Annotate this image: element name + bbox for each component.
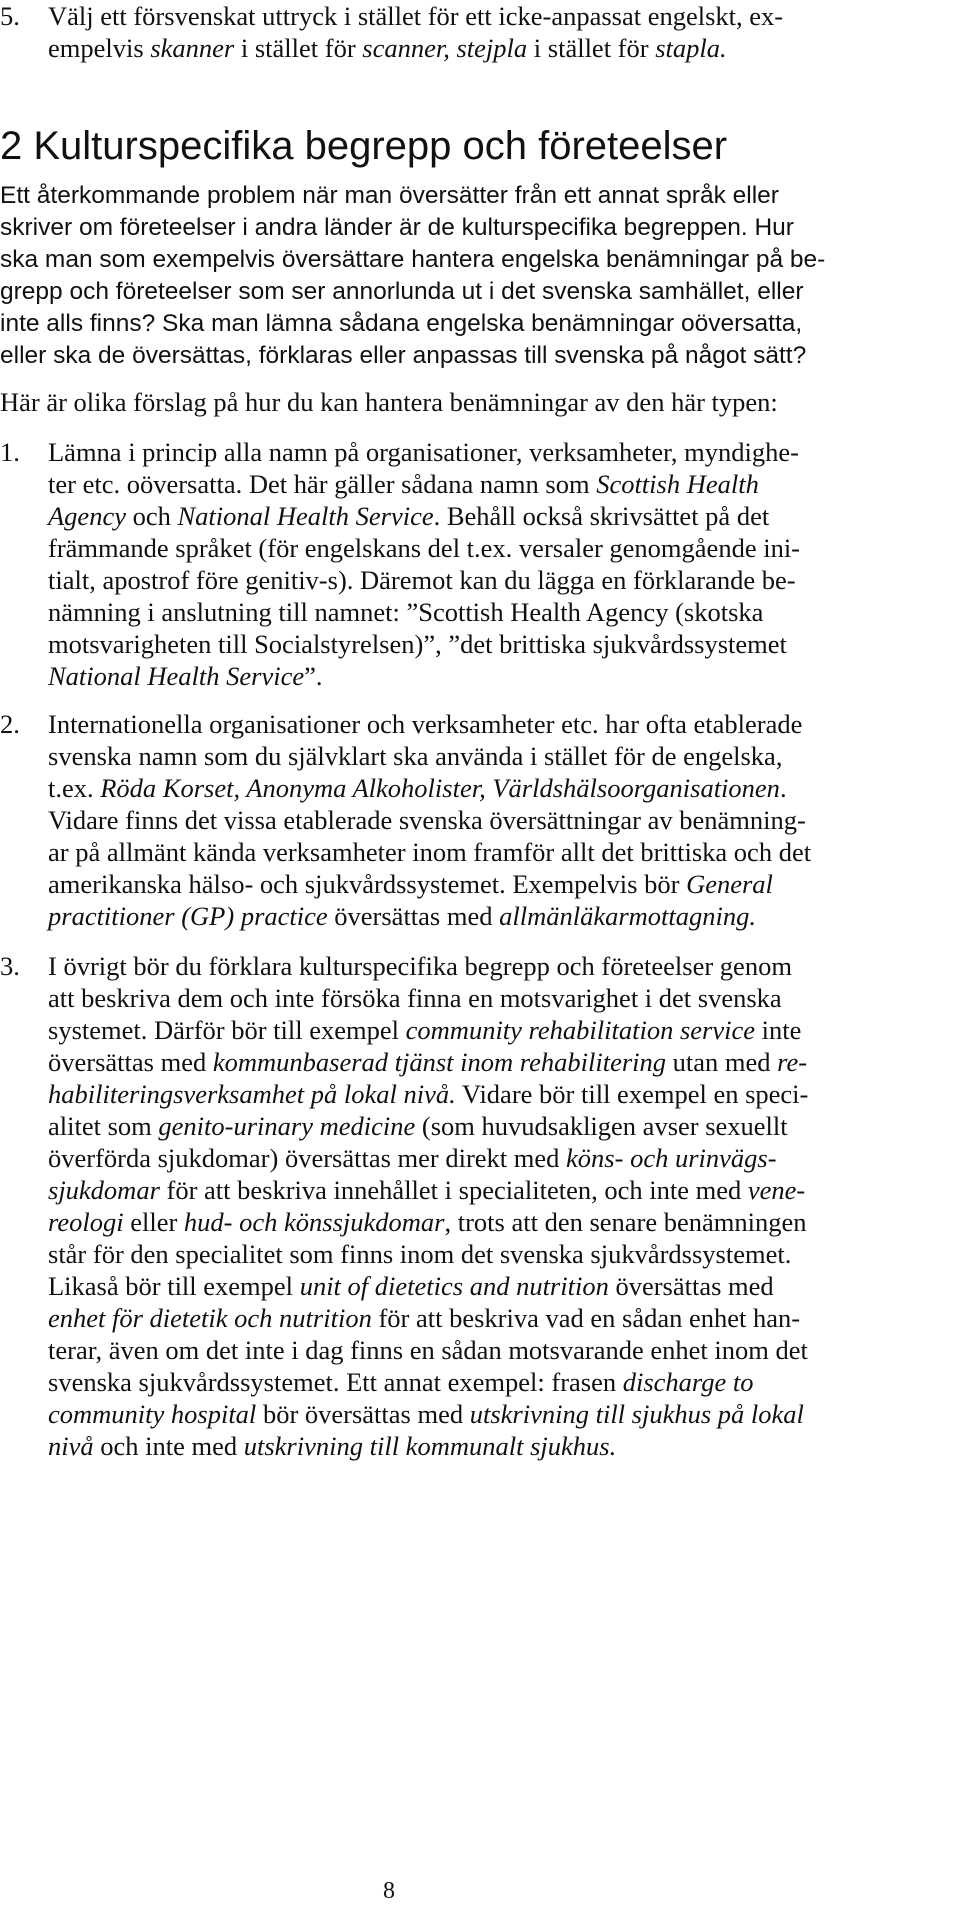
italic-text: Scottish Health <box>596 469 759 499</box>
text-line: motsvarigheten till Socialstyrelsen)”, ”det brittiska sjukvårdssystemet <box>48 629 787 659</box>
text-run: inte <box>754 1015 802 1045</box>
text-line <box>48 500 769 532</box>
text-run: utan med <box>666 1047 778 1077</box>
italic-text: National Health Service <box>48 661 305 691</box>
text-line <box>48 1430 616 1462</box>
italic-text: allmänläkarmottagning. <box>499 901 757 931</box>
text-line: främmande språket (för engelskans del t.ex. versaler genomgående ini- <box>48 533 801 563</box>
text-line <box>48 468 759 500</box>
text-run: för att beskriva vad en sådan enhet han- <box>371 1303 801 1333</box>
text-line: nämning i anslutning till namnet: ”Scottish Health Agency (skotska <box>48 597 764 627</box>
text-line: att beskriva dem och inte försöka finna en motsvarighet i det svenska <box>48 983 782 1013</box>
italic-text: National Health Service <box>177 501 434 531</box>
list-number: 2. <box>0 709 20 739</box>
text-run: , trots att den senare benämningen <box>444 1207 807 1237</box>
italic-text: köns- och urinvägs- <box>566 1143 777 1173</box>
text-line <box>48 1046 807 1078</box>
text-run: översättas med <box>608 1271 774 1301</box>
text-line: tialt, apostrof före genitiv-s). Däremot kan du lägga en förklarande be- <box>48 565 796 595</box>
text-line: Lämna i princip alla namn på organisationer, verksamheter, myndighe- <box>48 437 799 467</box>
text-line <box>48 1142 777 1174</box>
text-run: överförda sjukdomar) översättas mer direkt med <box>48 1143 567 1173</box>
text-line <box>48 1206 807 1238</box>
text-run: t.ex. <box>48 773 101 803</box>
text-line <box>48 1398 804 1430</box>
italic-text: community hospital <box>48 1399 257 1429</box>
italic-text: kommunbaserad tjänst inom rehabilitering <box>212 1047 667 1077</box>
text-line <box>48 772 787 804</box>
text-run: Vidare bör till exempel en speci- <box>455 1079 809 1109</box>
italic-text: discharge to <box>622 1367 754 1397</box>
page-number: 8 <box>383 1878 395 1904</box>
italic-text: Röda Korset, Anonyma Alkoholister, Världshälsoorganisationen <box>100 773 780 803</box>
italic-text: enhet för dietetik och nutrition <box>48 1303 372 1333</box>
text-run: i stället för <box>527 33 656 63</box>
text-line: grepp och företeelser som ser annorlunda ut i det svenska samhället, eller <box>0 278 804 305</box>
italic-text: genito-urinary medicine <box>158 1111 416 1141</box>
text-run: ”. <box>304 661 323 691</box>
text-line: står för den specialitet som finns inom det svenska sjukvårdssystemet. <box>48 1239 792 1269</box>
text-run: alitet som <box>48 1111 159 1141</box>
text-run: i stället för <box>234 33 363 63</box>
italic-text: scanner, stejpla <box>362 33 528 63</box>
italic-text: General <box>686 869 773 899</box>
italic-text: nivå <box>48 1431 94 1461</box>
text-line <box>48 868 773 900</box>
text-run: bör översättas med <box>256 1399 470 1429</box>
italic-text: practitioner (GP) practice <box>48 901 328 931</box>
text-line: Välj ett försvenskat uttryck i stället för ett icke-anpassat engelskt, ex- <box>48 1 784 31</box>
text-run: och inte med <box>93 1431 244 1461</box>
text-line: ar på allmänt kända verksamheter inom framför allt det brittiska och det <box>48 837 812 867</box>
text-run: översättas med <box>48 1047 213 1077</box>
text-line: inte alls finns? Ska man lämna sådana engelska benämningar oöversatta, <box>0 310 803 337</box>
italic-text: sjukdomar <box>48 1175 160 1205</box>
text-line <box>48 1270 774 1302</box>
list-number: 5. <box>0 1 20 31</box>
italic-text: Agency <box>48 501 126 531</box>
italic-text: reologi <box>48 1207 124 1237</box>
text-line: eller ska de översättas, förklaras eller anpassas till svenska på något sätt? <box>0 342 807 369</box>
text-run: empelvis <box>48 33 151 63</box>
text-line: Ett återkommande problem när man översätter från ett annat språk eller <box>0 182 779 209</box>
text-line: Vidare finns det vissa etablerade svenska översättningar av benämning- <box>48 805 806 835</box>
text-run: Likaså bör till exempel <box>48 1271 300 1301</box>
text-line: svenska namn som du självklart ska använda i stället för de engelska, <box>48 741 783 771</box>
text-run: översättas med <box>327 901 500 931</box>
text-line <box>48 32 727 64</box>
text-line <box>48 1366 754 1398</box>
section-heading: 2 Kulturspecifika begrepp och företeelser <box>0 124 728 168</box>
text-run: och <box>125 501 178 531</box>
text-line <box>48 1174 805 1206</box>
italic-text: utskrivning till sjukhus på lokal <box>469 1399 804 1429</box>
text-run: ter etc. oöversatta. Det här gäller sådana namn som <box>48 469 597 499</box>
text-run: för att beskriva innehållet i specialiteten, och inte med <box>159 1175 748 1205</box>
italic-text: habiliteringsverksamhet på lokal nivå. <box>48 1079 456 1109</box>
text-run: . Behåll också skrivsättet på det <box>433 501 770 531</box>
text-line: I övrigt bör du förklara kulturspecifika begrepp och företeelser genom <box>48 951 792 981</box>
italic-text: re- <box>777 1047 808 1077</box>
text-line <box>48 900 756 932</box>
text-run: systemet. Därför bör till exempel <box>48 1015 406 1045</box>
italic-text: skanner <box>150 33 235 63</box>
text-run: eller <box>123 1207 184 1237</box>
italic-text: community rehabilitation service <box>405 1015 755 1045</box>
text-run: (som huvudsakligen avser sexuellt <box>415 1111 788 1141</box>
text-line <box>48 1014 801 1046</box>
italic-text: utskrivning till kommunalt sjukhus. <box>243 1431 617 1461</box>
italic-text: stapla. <box>655 33 727 63</box>
text-line <box>48 1110 788 1142</box>
list-number: 3. <box>0 951 20 981</box>
list-number: 1. <box>0 437 20 467</box>
lead-text: Här är olika förslag på hur du kan hantera benämningar av den här typen: <box>0 387 778 417</box>
text-line: skriver om företeelser i andra länder är de kulturspecifika begreppen. Hur <box>0 214 794 241</box>
italic-text: vene- <box>747 1175 806 1205</box>
text-line: Internationella organisationer och verksamheter etc. har ofta etablerade <box>48 709 803 739</box>
italic-text: unit of dietetics and nutrition <box>299 1271 609 1301</box>
text-run: svenska sjukvårdssystemet. Ett annat exempel: frasen <box>48 1367 623 1397</box>
text-line <box>48 1078 808 1110</box>
text-run: . <box>779 773 787 803</box>
italic-text: hud- och könssjukdomar <box>183 1207 445 1237</box>
text-line <box>48 660 323 692</box>
text-line: terar, även om det inte i dag finns en sådan motsvarande enhet inom det <box>48 1335 808 1365</box>
text-line: ska man som exempelvis översättare hantera engelska benämningar på be- <box>0 246 826 273</box>
text-run: amerikanska hälso- och sjukvårdssystemet. Exempelvis bör <box>48 869 687 899</box>
text-line <box>48 1302 800 1334</box>
